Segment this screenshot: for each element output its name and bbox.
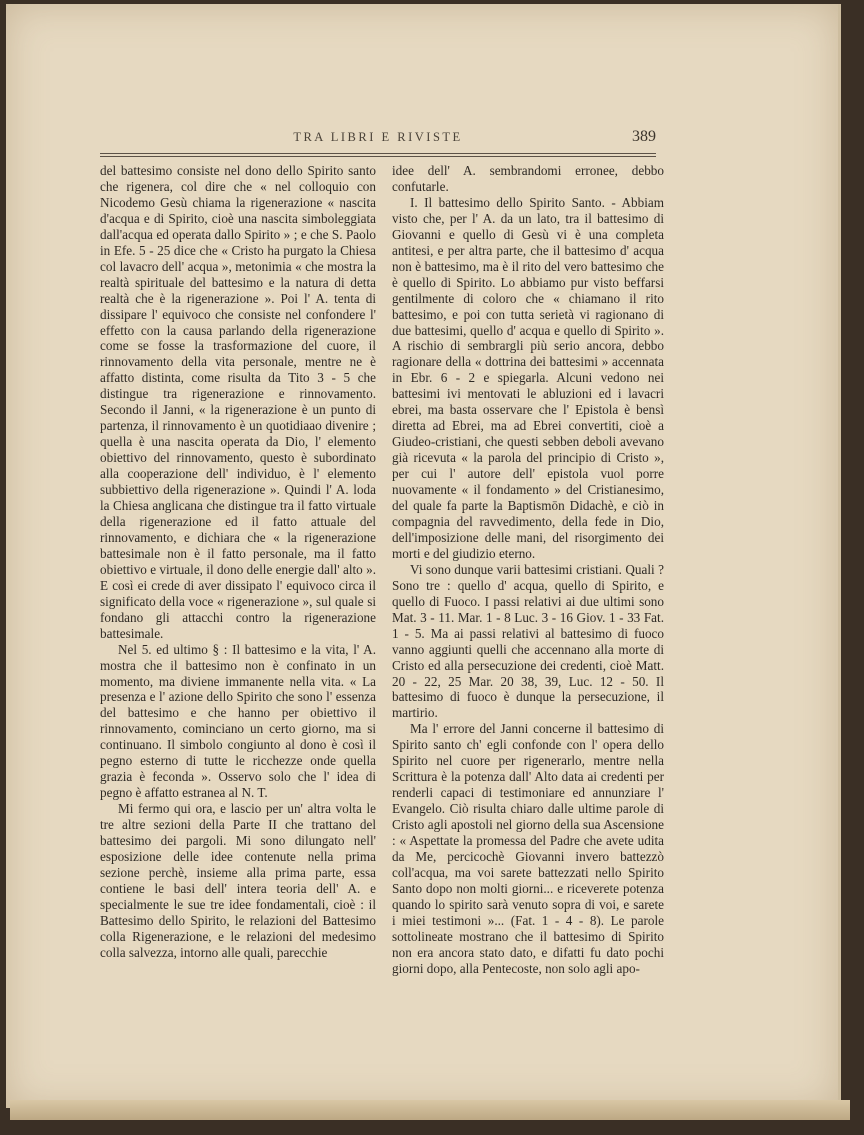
paragraph: Nel 5. ed ultimo § : Il battesimo e la vita, l' A. mostra che il battesimo non è confinato in un momento, ma diviene immanente nella vita. « La presenza e l' azione dello Spirito che sono l' essenza del battesimo e che hanno per obiettivo il rinnovamento, cominciano un certo giorno, ma si continuano. Il simbolo congiunto al dono è così il pegno esterno di tutte le ricchezze onde quella grazia è feconda ». Osservo solo che l' idea di pegno è affatto estranea al N. T. (100, 641, 376, 801)
running-title: TRA LIBRI E RIVISTE (293, 130, 463, 144)
right-column (392, 163, 664, 977)
paragraph: Ma l' errore del Janni concerne il battesimo di Spirito santo ch' egli confonde con l' opera dello Spirito nel cuore per rigenerarlo, mentre nella Scrittura è la potenza dall' Alto data ai credenti per renderli capaci di testimoniare ed annunziare l' Evangelo. Ciò risulta chiaro dalle ultime parole di Cristo agli apostoli nel giorno della sua Ascensione : « Aspettate la promessa del Padre che avete udita da Me, percicochè Giovanni invero battezzò coll'acqua, ma voi sarete battezzati nello Spirito Santo dopo non molti giorni... e riceverete potenza quando lo spirito sarà venuto sopra di voi, e sarete i miei testimoni »... (Fat. 1 - 4 - 8). Le parole sottolineate mostrano che il battesimo di Spirito non era ancora stato dato, e difatti fu dato pochi giorni dopo, alla Pentecoste, non solo agli apo- (392, 721, 664, 976)
paragraph: Vi sono dunque varii battesimi cristiani. Quali ? Sono tre : quello d' acqua, quello di Spirito, e quello di Fuoco. I passi relativi ai due ultimi sono Mat. 3 - 11. Mar. 1 - 8 Luc. 3 - 16 Giov. 1 - 33 Fat. 1 - 5. Ma ai passi relativi al battesimo di fuoco vanno aggiunti quelli che accennano alla morte di Cristo ed alla persecuzione dei credenti, cioè Matt. 20 - 22, 25 Mar. 20 38, 39, Luc. 12 - 50. Il battesimo di fuoco è dunque la persecuzione, il martirio. (392, 561, 664, 721)
left-column (100, 163, 376, 961)
page-edges (10, 1100, 850, 1120)
header-rule (100, 156, 656, 157)
paragraph: del battesimo consiste nel dono dello Spirito santo che rigenera, col dire che « nel colloquio con Nicodemo Gesù chiama la rigenerazione « nascita d'acqua e di Spirito, cioè una nascita simboleggiata dall'acqua ed operata dallo Spirito » ; e che S. Paolo in Efe. 5 - 25 dice che « Cristo ha purgato la Chiesa col lavacro dell' acqua », metonimia « che mostra la realtà spirituale del battesimo e la natura di detta realtà che è la rigenerazione ». Poi l' A. tenta di dissipare l' equivoco che consiste nel confondere l' effetto con la causa parlando della rigenerazione come se fosse la trasformazione del cuore, il rinnovamento della vita personale, mentre ne è affatto distinta, come risulta da Tito 3 - 5 che distingue tra rigenerazione e rinnovamento. Secondo il Janni, « la rigenerazione è un punto di partenza, il rinnovamento è un quotidiaao divenire ; quella è una nascita operata da Dio, l' elemento obiettivo del rinnovamento, questo è subordinato alla cooperazione dell' individuo, è l' elemento subbiettivo della rigenerazione ». Quindi l' A. loda la Chiesa anglicana che distingue tra il fatto virtuale della rigenerazione ed il fatto attuale del rinnovamento, e dichiara che « la rigenerazione battesimale non è il fatto personale, ma il fatto obiettivo e virtuale, il dono delle energie dall' alto ». E così ei crede di aver dissipato l' equivoco circa il significato della voce « rigenerazione », sul quale si fondano gli attacchi contro la rigenerazione battesimale. (100, 163, 376, 641)
page-number: 389 (632, 128, 656, 145)
paragraph: I. Il battesimo dello Spirito Santo. - Abbiam visto che, per l' A. da un lato, tra il battesimo di Giovanni e quello di Gesù vi è una completa antitesi, e per altra parte, che il battesimo d' acqua non è battesimo, ma è il rito del vero battesimo che è quello di Spirito. Lo abbiamo pur visto beffarsi gentilmente di coloro che « chiamano il rito battesimo, e poi con tutta serietà vi ragionano di due battesimi, quello d' acqua e quello di Spirito ». A rischio di sembrargli più serio ancora, debbo ragionare della « dottrina dei battesimi » accennata in Ebr. 6 - 2 e spiegarla. Alcuni vedono nei battesimi ivi mentovati le abluzioni ed i lavacri ebrei, ma basta osservare che l' Epistola è bensì diretta ad Ebrei, ma ad Ebrei convertiti, cioè a Giudeo-cristiani, che questi sebben deboli avevano già ricevuta « la parola del principio di Cristo », per cui l' autore dell' epistola vuol porre nuovamente « il fondamento » del Cristianesimo, del quale fa parte la Baptismōn Didachè, e ciò in compagnia del ravvedimento, della fede in Dio, dell'imposizione delle mani, del risorgimento dei morti e del giudizio eterno. (392, 194, 664, 561)
paragraph: Mi fermo qui ora, e lascio per un' altra volta le tre altre sezioni della Parte II che trattano del battesimo dei pargoli. Mi sono dilungato nell' esposizione delle idee contenute nella prima sezione perchè, insieme alla prima parte, essa contiene le basi dell' intera teoria dell' A. e specialmente le sue tre idee fondamentali, cioè : il Battesimo dello Spirito, le relazioni del Battesimo colla Rigenerazione, e le relazioni del medesimo colla salvezza, intorno alle quali, parecchie (100, 801, 376, 960)
paragraph: idee dell' A. sembrandomi erronee, debbo confutarle. (392, 163, 664, 194)
header-rule (100, 153, 656, 154)
page-header (100, 128, 656, 150)
